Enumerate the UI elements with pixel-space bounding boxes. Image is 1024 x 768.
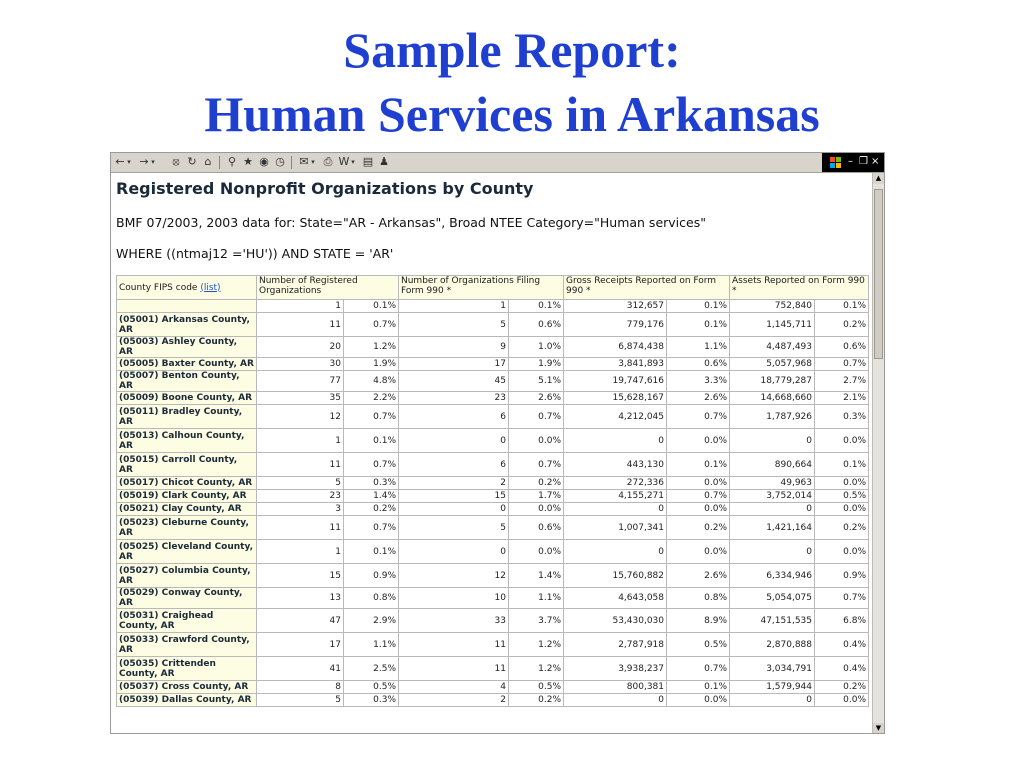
filing-count-cell: 23 xyxy=(399,392,509,405)
county-cell: (05029) Conway County, AR xyxy=(117,588,257,609)
table-row xyxy=(117,337,869,358)
filing-percent-cell: 0.2% xyxy=(509,694,564,707)
filing-count-cell: 15 xyxy=(399,490,509,503)
table-row xyxy=(117,633,869,657)
table-row xyxy=(117,588,869,609)
close-button[interactable]: × xyxy=(871,156,880,167)
registered-count-cell: 11 xyxy=(257,453,344,477)
assets-value-cell: 4,487,493 xyxy=(730,337,815,358)
mail-dropdown-icon[interactable]: ▾ xyxy=(311,158,315,166)
browser-toolbar xyxy=(111,153,884,173)
filing-count-cell: 4 xyxy=(399,681,509,694)
minimize-button[interactable]: – xyxy=(848,156,853,167)
assets-percent-cell: 0.3% xyxy=(815,405,869,429)
registered-count-cell: 41 xyxy=(257,657,344,681)
assets-percent-cell: 0.4% xyxy=(815,657,869,681)
table-header-row xyxy=(117,276,869,300)
receipts-value-cell: 800,381 xyxy=(564,681,667,694)
registered-percent-cell: 0.7% xyxy=(344,516,399,540)
registered-percent-cell: 0.5% xyxy=(344,681,399,694)
registered-percent-cell: 1.2% xyxy=(344,337,399,358)
filing-count-cell: 6 xyxy=(399,405,509,429)
receipts-percent-cell: 3.3% xyxy=(667,371,730,392)
registered-count-cell: 47 xyxy=(257,609,344,633)
report-heading: Registered Nonprofit Organizations by County xyxy=(116,179,534,198)
registered-percent-cell: 0.9% xyxy=(344,564,399,588)
registered-count-cell: 5 xyxy=(257,694,344,707)
filing-count-cell: 45 xyxy=(399,371,509,392)
receipts-percent-cell: 0.7% xyxy=(667,405,730,429)
receipts-percent-cell: 8.9% xyxy=(667,609,730,633)
filing-count-cell: 12 xyxy=(399,564,509,588)
column-header-county xyxy=(117,276,257,300)
assets-percent-cell: 0.0% xyxy=(815,540,869,564)
registered-percent-cell: 2.5% xyxy=(344,657,399,681)
assets-value-cell: 49,963 xyxy=(730,477,815,490)
receipts-value-cell: 19,747,616 xyxy=(564,371,667,392)
assets-percent-cell: 0.0% xyxy=(815,429,869,453)
filing-percent-cell: 0.6% xyxy=(509,313,564,337)
receipts-percent-cell: 0.8% xyxy=(667,588,730,609)
assets-percent-cell: 0.7% xyxy=(815,588,869,609)
window-controls xyxy=(822,153,884,172)
filing-percent-cell: 0.0% xyxy=(509,429,564,453)
registered-count-cell: 77 xyxy=(257,371,344,392)
assets-value-cell: 0 xyxy=(730,503,815,516)
print-icon[interactable]: ⎙ xyxy=(323,155,333,168)
filing-count-cell: 0 xyxy=(399,429,509,453)
county-table xyxy=(116,275,869,707)
registered-count-cell: 1 xyxy=(257,429,344,453)
receipts-value-cell: 0 xyxy=(564,694,667,707)
county-cell: (05011) Bradley County, AR xyxy=(117,405,257,429)
scrollbar-thumb[interactable] xyxy=(874,189,883,359)
assets-value-cell: 0 xyxy=(730,429,815,453)
table-body xyxy=(117,300,869,707)
filing-percent-cell: 0.0% xyxy=(509,540,564,564)
table-row xyxy=(117,694,869,707)
filing-percent-cell: 1.1% xyxy=(509,588,564,609)
registered-count-cell: 8 xyxy=(257,681,344,694)
history-icon[interactable]: ◷ xyxy=(275,155,285,168)
table-row xyxy=(117,540,869,564)
assets-percent-cell: 0.1% xyxy=(815,453,869,477)
table-row xyxy=(117,392,869,405)
assets-value-cell: 14,668,660 xyxy=(730,392,815,405)
county-cell: (05039) Dallas County, AR xyxy=(117,694,257,707)
favorites-icon[interactable]: ★ xyxy=(243,155,253,168)
table-row xyxy=(117,405,869,429)
receipts-percent-cell: 0.6% xyxy=(667,358,730,371)
receipts-percent-cell: 0.2% xyxy=(667,516,730,540)
filing-percent-cell: 0.2% xyxy=(509,477,564,490)
county-cell: (05037) Cross County, AR xyxy=(117,681,257,694)
assets-value-cell: 1,145,711 xyxy=(730,313,815,337)
registered-percent-cell: 0.1% xyxy=(344,300,399,313)
registered-percent-cell: 1.1% xyxy=(344,633,399,657)
filing-percent-cell: 0.5% xyxy=(509,681,564,694)
refresh-icon[interactable]: ↻ xyxy=(187,155,197,168)
filing-count-cell: 10 xyxy=(399,588,509,609)
county-cell: (05015) Carroll County, AR xyxy=(117,453,257,477)
registered-count-cell: 12 xyxy=(257,405,344,429)
assets-value-cell: 18,779,287 xyxy=(730,371,815,392)
filing-percent-cell: 1.4% xyxy=(509,564,564,588)
assets-value-cell: 6,334,946 xyxy=(730,564,815,588)
assets-value-cell: 47,151,535 xyxy=(730,609,815,633)
assets-percent-cell: 6.8% xyxy=(815,609,869,633)
assets-percent-cell: 0.5% xyxy=(815,490,869,503)
assets-value-cell: 5,054,075 xyxy=(730,588,815,609)
county-cell: (05001) Arkansas County, AR xyxy=(117,313,257,337)
county-cell: (05013) Calhoun County, AR xyxy=(117,429,257,453)
receipts-percent-cell: 0.0% xyxy=(667,540,730,564)
filing-percent-cell: 0.1% xyxy=(509,300,564,313)
filing-count-cell: 9 xyxy=(399,337,509,358)
filing-percent-cell: 1.7% xyxy=(509,490,564,503)
receipts-percent-cell: 2.6% xyxy=(667,564,730,588)
table-row xyxy=(117,371,869,392)
registered-percent-cell: 0.3% xyxy=(344,694,399,707)
filing-count-cell: 0 xyxy=(399,503,509,516)
registered-percent-cell: 0.1% xyxy=(344,429,399,453)
table-row xyxy=(117,609,869,633)
filing-percent-cell: 1.2% xyxy=(509,633,564,657)
assets-percent-cell: 0.0% xyxy=(815,694,869,707)
table-row xyxy=(117,300,869,313)
registered-count-cell: 13 xyxy=(257,588,344,609)
filing-count-cell: 6 xyxy=(399,453,509,477)
toolbar-separator xyxy=(219,156,220,169)
assets-value-cell: 5,057,968 xyxy=(730,358,815,371)
registered-percent-cell: 1.4% xyxy=(344,490,399,503)
toolbar-separator xyxy=(291,156,292,169)
county-header-label: County FIPS code xyxy=(119,282,198,293)
receipts-percent-cell: 0.0% xyxy=(667,429,730,453)
report-subtitle: BMF 07/2003, 2003 data for: State="AR - Arkansas", Broad NTEE Category="Human services" xyxy=(116,215,706,230)
receipts-percent-cell: 0.5% xyxy=(667,633,730,657)
edit-word-icon[interactable]: W xyxy=(338,155,350,168)
slide-title xyxy=(0,18,1024,146)
filing-percent-cell: 2.6% xyxy=(509,392,564,405)
registered-percent-cell: 0.8% xyxy=(344,588,399,609)
assets-value-cell: 2,870,888 xyxy=(730,633,815,657)
assets-value-cell: 1,787,926 xyxy=(730,405,815,429)
receipts-value-cell: 272,336 xyxy=(564,477,667,490)
registered-count-cell: 11 xyxy=(257,516,344,540)
receipts-value-cell: 0 xyxy=(564,429,667,453)
assets-percent-cell: 2.7% xyxy=(815,371,869,392)
assets-percent-cell: 0.9% xyxy=(815,564,869,588)
receipts-percent-cell: 0.1% xyxy=(667,313,730,337)
county-cell: (05035) Crittenden County, AR xyxy=(117,657,257,681)
column-header-receipts: Gross Receipts Reported on Form 990 * xyxy=(564,276,730,300)
registered-percent-cell: 2.9% xyxy=(344,609,399,633)
registered-percent-cell: 2.2% xyxy=(344,392,399,405)
receipts-percent-cell: 1.1% xyxy=(667,337,730,358)
county-cell: (05021) Clay County, AR xyxy=(117,503,257,516)
forward-icon[interactable]: → xyxy=(139,155,149,168)
windows-logo-icon xyxy=(830,157,842,168)
registered-count-cell: 1 xyxy=(257,540,344,564)
table-row xyxy=(117,516,869,540)
assets-value-cell: 1,579,944 xyxy=(730,681,815,694)
mail-icon[interactable]: ✉ xyxy=(299,155,309,168)
assets-value-cell: 3,752,014 xyxy=(730,490,815,503)
page-content xyxy=(111,173,871,734)
receipts-percent-cell: 0.0% xyxy=(667,503,730,516)
scroll-down-icon[interactable]: ▼ xyxy=(873,723,884,734)
slide-title-line-2: Human Services in Arkansas xyxy=(204,86,820,142)
filing-percent-cell: 0.0% xyxy=(509,503,564,516)
filing-count-cell: 5 xyxy=(399,313,509,337)
filing-percent-cell: 0.7% xyxy=(509,453,564,477)
registered-count-cell: 5 xyxy=(257,477,344,490)
registered-count-cell: 35 xyxy=(257,392,344,405)
registered-count-cell: 15 xyxy=(257,564,344,588)
filing-count-cell: 1 xyxy=(399,300,509,313)
receipts-percent-cell: 0.1% xyxy=(667,300,730,313)
county-cell: (05019) Clark County, AR xyxy=(117,490,257,503)
assets-percent-cell: 0.0% xyxy=(815,503,869,516)
back-icon[interactable]: ← xyxy=(115,155,125,168)
filing-count-cell: 33 xyxy=(399,609,509,633)
filing-percent-cell: 3.7% xyxy=(509,609,564,633)
registered-percent-cell: 0.7% xyxy=(344,405,399,429)
receipts-value-cell: 0 xyxy=(564,540,667,564)
receipts-value-cell: 15,628,167 xyxy=(564,392,667,405)
registered-count-cell: 20 xyxy=(257,337,344,358)
column-header-filing: Number of Organizations Filing Form 990 * xyxy=(399,276,564,300)
receipts-percent-cell: 2.6% xyxy=(667,392,730,405)
assets-value-cell: 0 xyxy=(730,694,815,707)
filing-percent-cell: 1.0% xyxy=(509,337,564,358)
registered-percent-cell: 1.9% xyxy=(344,358,399,371)
table-row xyxy=(117,657,869,681)
forward-dropdown-icon[interactable]: ▾ xyxy=(151,158,155,166)
county-cell: (05005) Baxter County, AR xyxy=(117,358,257,371)
registered-count-cell: 30 xyxy=(257,358,344,371)
filing-count-cell: 2 xyxy=(399,477,509,490)
assets-value-cell: 752,840 xyxy=(730,300,815,313)
table-row xyxy=(117,681,869,694)
registered-count-cell: 1 xyxy=(257,300,344,313)
registered-count-cell: 3 xyxy=(257,503,344,516)
county-cell: (05033) Crawford County, AR xyxy=(117,633,257,657)
receipts-value-cell: 15,760,882 xyxy=(564,564,667,588)
filing-count-cell: 5 xyxy=(399,516,509,540)
vertical-scrollbar[interactable] xyxy=(872,173,884,734)
table-row xyxy=(117,453,869,477)
table-row xyxy=(117,564,869,588)
report-where-clause: WHERE ((ntmaj12 ='HU')) AND STATE = 'AR' xyxy=(116,246,394,261)
filing-count-cell: 17 xyxy=(399,358,509,371)
registered-count-cell: 17 xyxy=(257,633,344,657)
receipts-percent-cell: 0.0% xyxy=(667,477,730,490)
discuss-icon[interactable]: ▤ xyxy=(362,155,374,168)
filing-count-cell: 0 xyxy=(399,540,509,564)
receipts-value-cell: 4,212,045 xyxy=(564,405,667,429)
county-cell: (05025) Cleveland County, AR xyxy=(117,540,257,564)
receipts-value-cell: 779,176 xyxy=(564,313,667,337)
county-cell: (05023) Cleburne County, AR xyxy=(117,516,257,540)
county-cell xyxy=(117,300,257,313)
registered-percent-cell: 4.8% xyxy=(344,371,399,392)
receipts-percent-cell: 0.1% xyxy=(667,453,730,477)
registered-count-cell: 11 xyxy=(257,313,344,337)
slide-title-line-1: Sample Report: xyxy=(343,22,681,78)
assets-value-cell: 1,421,164 xyxy=(730,516,815,540)
county-cell: (05017) Chicot County, AR xyxy=(117,477,257,490)
registered-percent-cell: 0.1% xyxy=(344,540,399,564)
registered-percent-cell: 0.7% xyxy=(344,313,399,337)
receipts-percent-cell: 0.0% xyxy=(667,694,730,707)
registered-percent-cell: 0.2% xyxy=(344,503,399,516)
back-dropdown-icon[interactable]: ▾ xyxy=(127,158,131,166)
receipts-percent-cell: 0.7% xyxy=(667,657,730,681)
assets-percent-cell: 0.6% xyxy=(815,337,869,358)
receipts-value-cell: 6,874,438 xyxy=(564,337,667,358)
edit-dropdown-icon[interactable]: ▾ xyxy=(351,158,355,166)
column-header-assets: Assets Reported on Form 990 * xyxy=(730,276,869,300)
county-cell: (05031) Craighead County, AR xyxy=(117,609,257,633)
receipts-percent-cell: 0.1% xyxy=(667,681,730,694)
receipts-value-cell: 2,787,918 xyxy=(564,633,667,657)
browser-window xyxy=(110,152,885,734)
assets-percent-cell: 0.7% xyxy=(815,358,869,371)
filing-percent-cell: 1.2% xyxy=(509,657,564,681)
assets-percent-cell: 0.1% xyxy=(815,300,869,313)
receipts-value-cell: 3,841,893 xyxy=(564,358,667,371)
filing-count-cell: 11 xyxy=(399,633,509,657)
assets-percent-cell: 0.4% xyxy=(815,633,869,657)
filing-percent-cell: 5.1% xyxy=(509,371,564,392)
receipts-value-cell: 1,007,341 xyxy=(564,516,667,540)
messenger-icon[interactable]: ♟ xyxy=(379,155,389,168)
stop-icon[interactable]: ⦻ xyxy=(172,155,180,168)
table-row xyxy=(117,477,869,490)
scroll-up-icon[interactable]: ▲ xyxy=(873,173,884,184)
registered-count-cell: 23 xyxy=(257,490,344,503)
filing-percent-cell: 0.6% xyxy=(509,516,564,540)
media-icon[interactable]: ◉ xyxy=(259,155,269,168)
table-row xyxy=(117,429,869,453)
assets-value-cell: 0 xyxy=(730,540,815,564)
receipts-value-cell: 53,430,030 xyxy=(564,609,667,633)
receipts-percent-cell: 0.7% xyxy=(667,490,730,503)
county-cell: (05003) Ashley County, AR xyxy=(117,337,257,358)
county-cell: (05027) Columbia County, AR xyxy=(117,564,257,588)
receipts-value-cell: 3,938,237 xyxy=(564,657,667,681)
filing-percent-cell: 1.9% xyxy=(509,358,564,371)
filing-count-cell: 11 xyxy=(399,657,509,681)
filing-percent-cell: 0.7% xyxy=(509,405,564,429)
assets-percent-cell: 0.2% xyxy=(815,681,869,694)
county-list-link[interactable]: (list) xyxy=(200,282,221,293)
column-header-registered: Number of Registered Organizations xyxy=(257,276,399,300)
receipts-value-cell: 4,155,271 xyxy=(564,490,667,503)
home-icon[interactable]: ⌂ xyxy=(204,155,212,168)
county-cell: (05009) Boone County, AR xyxy=(117,392,257,405)
table-row xyxy=(117,503,869,516)
assets-percent-cell: 0.2% xyxy=(815,313,869,337)
assets-percent-cell: 2.1% xyxy=(815,392,869,405)
assets-value-cell: 3,034,791 xyxy=(730,657,815,681)
table-row xyxy=(117,313,869,337)
receipts-value-cell: 312,657 xyxy=(564,300,667,313)
search-icon[interactable]: ⚲ xyxy=(227,155,237,168)
restore-button[interactable]: ❐ xyxy=(859,156,868,167)
receipts-value-cell: 4,643,058 xyxy=(564,588,667,609)
table-row xyxy=(117,358,869,371)
filing-count-cell: 2 xyxy=(399,694,509,707)
receipts-value-cell: 443,130 xyxy=(564,453,667,477)
assets-percent-cell: 0.2% xyxy=(815,516,869,540)
assets-percent-cell: 0.0% xyxy=(815,477,869,490)
assets-value-cell: 890,664 xyxy=(730,453,815,477)
registered-percent-cell: 0.3% xyxy=(344,477,399,490)
registered-percent-cell: 0.7% xyxy=(344,453,399,477)
receipts-value-cell: 0 xyxy=(564,503,667,516)
county-cell: (05007) Benton County, AR xyxy=(117,371,257,392)
table-row xyxy=(117,490,869,503)
